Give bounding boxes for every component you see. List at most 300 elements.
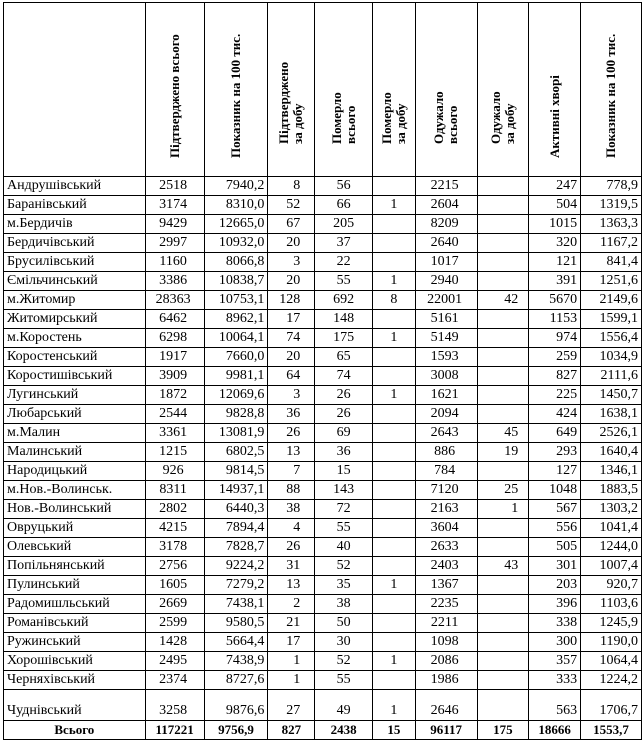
- table-row: [4, 538, 642, 557]
- district-name-cell: Коростенський: [4, 348, 146, 367]
- value-cell: 2374: [145, 671, 204, 690]
- value-cell: [372, 367, 415, 386]
- value-cell: [372, 614, 415, 633]
- value-cell: 3: [268, 386, 315, 405]
- value-cell: 2997: [145, 234, 204, 253]
- district-name-cell: Попільнянський: [4, 557, 146, 576]
- value-cell: 1048: [529, 481, 581, 500]
- value-cell: 5664,4: [204, 633, 268, 652]
- value-cell: 1190,0: [581, 633, 642, 652]
- value-cell: [477, 462, 529, 481]
- value-cell: 3386: [145, 272, 204, 291]
- value-cell: 13: [268, 443, 315, 462]
- column-header: [581, 3, 642, 177]
- total-value-cell: 18666: [529, 721, 581, 740]
- value-cell: 17: [268, 633, 315, 652]
- district-name-cell: Коростишівський: [4, 367, 146, 386]
- value-cell: 3258: [145, 690, 204, 721]
- value-cell: 26: [268, 424, 315, 443]
- value-cell: 1251,6: [581, 272, 642, 291]
- value-cell: 778,9: [581, 177, 642, 196]
- value-cell: 56: [315, 177, 373, 196]
- district-name-cell: Радомишльський: [4, 595, 146, 614]
- district-name-cell: Житомирський: [4, 310, 146, 329]
- district-name-cell: Олевський: [4, 538, 146, 557]
- value-cell: 22: [315, 253, 373, 272]
- value-cell: 2940: [415, 272, 477, 291]
- value-cell: 7894,4: [204, 519, 268, 538]
- value-cell: 52: [315, 557, 373, 576]
- table-row: [4, 671, 642, 690]
- value-cell: 784: [415, 462, 477, 481]
- column-header: [4, 3, 146, 177]
- value-cell: 1621: [415, 386, 477, 405]
- value-cell: 26: [315, 386, 373, 405]
- district-name-cell: Нов.-Волинський: [4, 500, 146, 519]
- district-name-cell: Ємільчинський: [4, 272, 146, 291]
- value-cell: 1346,1: [581, 462, 642, 481]
- value-cell: 1160: [145, 253, 204, 272]
- table-body: [4, 177, 642, 740]
- value-cell: 504: [529, 196, 581, 215]
- value-cell: 320: [529, 234, 581, 253]
- value-cell: 35: [315, 576, 373, 595]
- value-cell: [372, 595, 415, 614]
- value-cell: 225: [529, 386, 581, 405]
- value-cell: 20: [268, 348, 315, 367]
- column-header: [315, 3, 373, 177]
- value-cell: 10064,1: [204, 329, 268, 348]
- value-cell: 2: [268, 595, 315, 614]
- district-name-cell: Овруцький: [4, 519, 146, 538]
- district-name-cell: Народицький: [4, 462, 146, 481]
- value-cell: [477, 614, 529, 633]
- table-row: [4, 196, 642, 215]
- value-cell: 8209: [415, 215, 477, 234]
- value-cell: [477, 652, 529, 671]
- value-cell: 17: [268, 310, 315, 329]
- value-cell: 1215: [145, 443, 204, 462]
- district-name-cell: Хорошівський: [4, 652, 146, 671]
- value-cell: 1245,9: [581, 614, 642, 633]
- value-cell: [372, 671, 415, 690]
- value-cell: 1917: [145, 348, 204, 367]
- table-row: [4, 310, 642, 329]
- value-cell: 974: [529, 329, 581, 348]
- district-name-cell: Любарський: [4, 405, 146, 424]
- value-cell: 1064,4: [581, 652, 642, 671]
- value-cell: 37: [315, 234, 373, 253]
- value-cell: 1593: [415, 348, 477, 367]
- value-cell: 827: [529, 367, 581, 386]
- value-cell: 1367: [415, 576, 477, 595]
- value-cell: 9224,2: [204, 557, 268, 576]
- column-header-label: Підтверджено за добу: [276, 61, 306, 144]
- column-header-label: Показник на 100 тис.: [227, 33, 243, 158]
- value-cell: 1638,1: [581, 405, 642, 424]
- value-cell: [372, 234, 415, 253]
- value-cell: 2802: [145, 500, 204, 519]
- value-cell: 2215: [415, 177, 477, 196]
- value-cell: 1: [268, 652, 315, 671]
- value-cell: 7438,9: [204, 652, 268, 671]
- value-cell: 50: [315, 614, 373, 633]
- value-cell: 1: [477, 500, 529, 519]
- value-cell: [477, 633, 529, 652]
- value-cell: 9429: [145, 215, 204, 234]
- value-cell: 69: [315, 424, 373, 443]
- value-cell: 2111,6: [581, 367, 642, 386]
- column-header: [529, 3, 581, 177]
- value-cell: 55: [315, 519, 373, 538]
- value-cell: 3361: [145, 424, 204, 443]
- total-value-cell: 175: [477, 721, 529, 740]
- value-cell: 1706,7: [581, 690, 642, 721]
- value-cell: 1303,2: [581, 500, 642, 519]
- value-cell: 30: [315, 633, 373, 652]
- value-cell: [372, 215, 415, 234]
- value-cell: 52: [268, 196, 315, 215]
- value-cell: 841,4: [581, 253, 642, 272]
- value-cell: 301: [529, 557, 581, 576]
- value-cell: 55: [315, 272, 373, 291]
- total-value-cell: 827: [268, 721, 315, 740]
- value-cell: 43: [477, 557, 529, 576]
- value-cell: 1605: [145, 576, 204, 595]
- value-cell: 2526,1: [581, 424, 642, 443]
- value-cell: 1153: [529, 310, 581, 329]
- value-cell: 2094: [415, 405, 477, 424]
- column-header-label: Активні хворі: [546, 75, 562, 158]
- table-row: [4, 215, 642, 234]
- district-name-cell: Брусилівський: [4, 253, 146, 272]
- value-cell: 2163: [415, 500, 477, 519]
- value-cell: 5161: [415, 310, 477, 329]
- value-cell: 128: [268, 291, 315, 310]
- value-cell: [477, 177, 529, 196]
- value-cell: 49: [315, 690, 373, 721]
- value-cell: 21: [268, 614, 315, 633]
- table-row: [4, 443, 642, 462]
- value-cell: 2643: [415, 424, 477, 443]
- value-cell: 40: [315, 538, 373, 557]
- value-cell: [372, 177, 415, 196]
- table-row: [4, 576, 642, 595]
- column-header-label: Померло всього: [328, 92, 358, 144]
- table-row: [4, 690, 642, 721]
- value-cell: 8311: [145, 481, 204, 500]
- value-cell: 205: [315, 215, 373, 234]
- value-cell: [372, 557, 415, 576]
- value-cell: 12069,6: [204, 386, 268, 405]
- value-cell: 3174: [145, 196, 204, 215]
- table-row: [4, 177, 642, 196]
- value-cell: 203: [529, 576, 581, 595]
- value-cell: 886: [415, 443, 477, 462]
- value-cell: 121: [529, 253, 581, 272]
- value-cell: [477, 519, 529, 538]
- total-value-cell: 2438: [315, 721, 373, 740]
- district-name-cell: Чуднівський: [4, 690, 146, 721]
- table-row: [4, 557, 642, 576]
- value-cell: 42: [477, 291, 529, 310]
- value-cell: 1599,1: [581, 310, 642, 329]
- value-cell: 259: [529, 348, 581, 367]
- value-cell: 7279,2: [204, 576, 268, 595]
- value-cell: 1034,9: [581, 348, 642, 367]
- value-cell: 1244,0: [581, 538, 642, 557]
- value-cell: 1041,4: [581, 519, 642, 538]
- value-cell: [477, 272, 529, 291]
- value-cell: 6440,3: [204, 500, 268, 519]
- value-cell: 692: [315, 291, 373, 310]
- district-name-cell: Лугинський: [4, 386, 146, 405]
- value-cell: 143: [315, 481, 373, 500]
- district-name-cell: Романівський: [4, 614, 146, 633]
- value-cell: 1: [372, 196, 415, 215]
- value-cell: 4: [268, 519, 315, 538]
- value-cell: 26: [268, 538, 315, 557]
- value-cell: 9876,6: [204, 690, 268, 721]
- column-header: [477, 3, 529, 177]
- value-cell: 10838,7: [204, 272, 268, 291]
- table-row: [4, 253, 642, 272]
- value-cell: [477, 538, 529, 557]
- value-cell: 74: [315, 367, 373, 386]
- value-cell: 72: [315, 500, 373, 519]
- value-cell: 3178: [145, 538, 204, 557]
- value-cell: 396: [529, 595, 581, 614]
- table-row: [4, 234, 642, 253]
- value-cell: 27: [268, 690, 315, 721]
- value-cell: [477, 405, 529, 424]
- value-cell: 175: [315, 329, 373, 348]
- column-header: [204, 3, 268, 177]
- value-cell: [372, 481, 415, 500]
- value-cell: 12665,0: [204, 215, 268, 234]
- value-cell: 1: [372, 386, 415, 405]
- value-cell: 1: [268, 671, 315, 690]
- value-cell: 247: [529, 177, 581, 196]
- value-cell: [372, 348, 415, 367]
- value-cell: 1: [372, 576, 415, 595]
- district-name-cell: м.Житомир: [4, 291, 146, 310]
- value-cell: 2756: [145, 557, 204, 576]
- value-cell: [372, 633, 415, 652]
- value-cell: 2235: [415, 595, 477, 614]
- value-cell: 6462: [145, 310, 204, 329]
- covid-stats-table: [3, 2, 642, 740]
- district-name-cell: м.Малин: [4, 424, 146, 443]
- value-cell: [372, 405, 415, 424]
- value-cell: 7660,0: [204, 348, 268, 367]
- value-cell: 1883,5: [581, 481, 642, 500]
- table-row: [4, 367, 642, 386]
- value-cell: 6298: [145, 329, 204, 348]
- district-name-cell: Малинський: [4, 443, 146, 462]
- value-cell: 1224,2: [581, 671, 642, 690]
- value-cell: [477, 310, 529, 329]
- value-cell: 1167,2: [581, 234, 642, 253]
- value-cell: 2633: [415, 538, 477, 557]
- value-cell: 15: [315, 462, 373, 481]
- total-row: [4, 721, 642, 740]
- value-cell: 1450,7: [581, 386, 642, 405]
- value-cell: 7438,1: [204, 595, 268, 614]
- value-cell: 74: [268, 329, 315, 348]
- column-header: [415, 3, 477, 177]
- district-name-cell: Ружинський: [4, 633, 146, 652]
- value-cell: 1428: [145, 633, 204, 652]
- value-cell: [477, 234, 529, 253]
- value-cell: 7940,2: [204, 177, 268, 196]
- value-cell: 38: [315, 595, 373, 614]
- column-header: [145, 3, 204, 177]
- district-name-cell: м.Коростень: [4, 329, 146, 348]
- value-cell: 9828,8: [204, 405, 268, 424]
- value-cell: 1: [372, 690, 415, 721]
- total-value-cell: 1553,7: [581, 721, 642, 740]
- value-cell: 567: [529, 500, 581, 519]
- value-cell: 9981,1: [204, 367, 268, 386]
- value-cell: 556: [529, 519, 581, 538]
- table-row: [4, 405, 642, 424]
- value-cell: 2086: [415, 652, 477, 671]
- value-cell: 20: [268, 272, 315, 291]
- value-cell: 45: [477, 424, 529, 443]
- value-cell: 64: [268, 367, 315, 386]
- column-header-label: Підтверджено всього: [166, 34, 182, 158]
- value-cell: 38: [268, 500, 315, 519]
- value-cell: [477, 215, 529, 234]
- value-cell: 13081,9: [204, 424, 268, 443]
- value-cell: 10932,0: [204, 234, 268, 253]
- value-cell: 293: [529, 443, 581, 462]
- value-cell: 36: [268, 405, 315, 424]
- value-cell: [372, 538, 415, 557]
- value-cell: 20: [268, 234, 315, 253]
- value-cell: 2599: [145, 614, 204, 633]
- value-cell: 3: [268, 253, 315, 272]
- total-value-cell: 96117: [415, 721, 477, 740]
- value-cell: 36: [315, 443, 373, 462]
- table-row: [4, 519, 642, 538]
- value-cell: [372, 443, 415, 462]
- district-name-cell: Баранівський: [4, 196, 146, 215]
- value-cell: 1015: [529, 215, 581, 234]
- value-cell: [372, 424, 415, 443]
- value-cell: 505: [529, 538, 581, 557]
- total-value-cell: 117221: [145, 721, 204, 740]
- value-cell: 338: [529, 614, 581, 633]
- value-cell: 1640,4: [581, 443, 642, 462]
- value-cell: 6802,5: [204, 443, 268, 462]
- value-cell: 7: [268, 462, 315, 481]
- value-cell: 25: [477, 481, 529, 500]
- district-name-cell: Пулинський: [4, 576, 146, 595]
- value-cell: 1017: [415, 253, 477, 272]
- value-cell: [477, 671, 529, 690]
- value-cell: 357: [529, 652, 581, 671]
- value-cell: 8962,1: [204, 310, 268, 329]
- district-name-cell: Андрушівський: [4, 177, 146, 196]
- value-cell: 8: [372, 291, 415, 310]
- value-cell: 1: [372, 652, 415, 671]
- value-cell: 8066,8: [204, 253, 268, 272]
- value-cell: 1103,6: [581, 595, 642, 614]
- value-cell: 2544: [145, 405, 204, 424]
- value-cell: [372, 310, 415, 329]
- value-cell: 88: [268, 481, 315, 500]
- total-value-cell: 9756,9: [204, 721, 268, 740]
- column-header-label: Одужало всього: [431, 91, 461, 144]
- table-row: [4, 291, 642, 310]
- value-cell: 2604: [415, 196, 477, 215]
- value-cell: 28363: [145, 291, 204, 310]
- district-name-cell: м.Нов.-Волинськ.: [4, 481, 146, 500]
- value-cell: 8727,6: [204, 671, 268, 690]
- value-cell: 3604: [415, 519, 477, 538]
- value-cell: [372, 462, 415, 481]
- value-cell: 920,7: [581, 576, 642, 595]
- value-cell: 1: [372, 329, 415, 348]
- value-cell: 2495: [145, 652, 204, 671]
- value-cell: 2211: [415, 614, 477, 633]
- table-row: [4, 614, 642, 633]
- value-cell: 2646: [415, 690, 477, 721]
- table-row: [4, 462, 642, 481]
- table-row: [4, 500, 642, 519]
- value-cell: [477, 348, 529, 367]
- value-cell: [372, 500, 415, 519]
- value-cell: 1098: [415, 633, 477, 652]
- table-row: [4, 329, 642, 348]
- table-row: [4, 652, 642, 671]
- value-cell: [477, 367, 529, 386]
- value-cell: 926: [145, 462, 204, 481]
- value-cell: 2149,6: [581, 291, 642, 310]
- value-cell: 2669: [145, 595, 204, 614]
- value-cell: 4215: [145, 519, 204, 538]
- value-cell: 148: [315, 310, 373, 329]
- value-cell: 5670: [529, 291, 581, 310]
- value-cell: [477, 690, 529, 721]
- value-cell: 10753,1: [204, 291, 268, 310]
- value-cell: [477, 576, 529, 595]
- value-cell: 65: [315, 348, 373, 367]
- value-cell: 13: [268, 576, 315, 595]
- value-cell: 1: [372, 272, 415, 291]
- value-cell: 1319,5: [581, 196, 642, 215]
- value-cell: 66: [315, 196, 373, 215]
- value-cell: [477, 329, 529, 348]
- value-cell: 22001: [415, 291, 477, 310]
- value-cell: 649: [529, 424, 581, 443]
- table-row: [4, 633, 642, 652]
- value-cell: 424: [529, 405, 581, 424]
- value-cell: 1363,3: [581, 215, 642, 234]
- column-header-label: Одужало за добу: [487, 91, 517, 144]
- value-cell: 391: [529, 272, 581, 291]
- value-cell: 7828,7: [204, 538, 268, 557]
- value-cell: 67: [268, 215, 315, 234]
- value-cell: 127: [529, 462, 581, 481]
- table-row: [4, 386, 642, 405]
- value-cell: 19: [477, 443, 529, 462]
- value-cell: 2518: [145, 177, 204, 196]
- value-cell: 9580,5: [204, 614, 268, 633]
- value-cell: [372, 253, 415, 272]
